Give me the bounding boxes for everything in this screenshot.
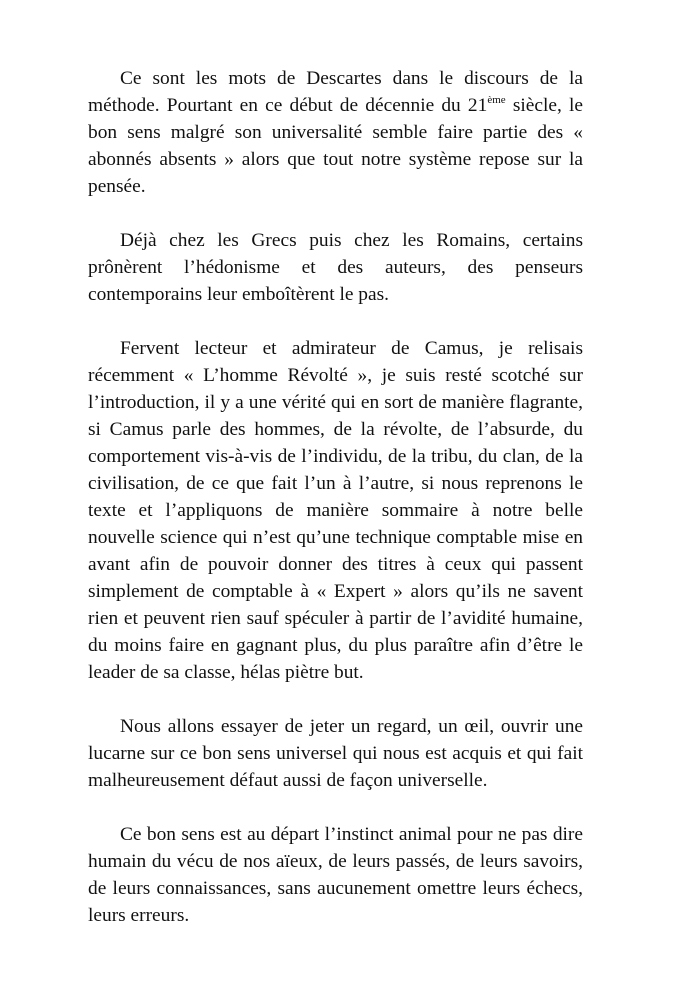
- paragraph-descartes: [88, 65, 583, 200]
- paragraph-descartes-text-start: Ce sont les mots de Descartes dans le discours de la méthode. Pourtant en ce début de décennie du 21: [88, 68, 583, 116]
- document-page: [88, 65, 583, 929]
- paragraph-instinct-animal: Ce bon sens est au départ l’instinct animal pour ne pas dire humain du vécu de nos aïeux, de leurs passés, de leurs savoirs, de leurs connaissances, sans aucunement omettre leurs échecs, leurs erreurs.: [88, 824, 583, 926]
- paragraph-bon-sens-universel: Nous allons essayer de jeter un regard, un œil, ouvrir une lucarne sur ce bon sens universel qui nous est acquis et qui fait malheureusement défaut aussi de façon universelle.: [88, 716, 583, 791]
- superscript-eme: ème: [487, 94, 506, 106]
- paragraph-camus: Fervent lecteur et admirateur de Camus, je relisais récemment « L’homme Révolté », je suis resté scotché sur l’introduction, il y a une vérité qui en sort de manière flagrante, si Camus parle des hommes, de la révolte, de l’absurde, du comportement vis-à-vis de l’individu, de la tribu, du clan, de la civilisation, de ce que fait l’un à l’autre, si nous reprenons le texte et l’appliquons de manière sommaire à notre belle nouvelle science qui n’est qu’une technique comptable mise en avant afin de pouvoir donner des titres à ceux qui passent simplement de comptable à « Expert » alors qu’ils ne savent rien et peuvent rien sauf spéculer à partir de l’avidité humaine, du moins faire en gagnant plus, du plus paraître afin d’être le leader de sa classe, hélas piètre but.: [88, 338, 583, 683]
- paragraph-grecs-romains: Déjà chez les Grecs puis chez les Romains, certains prônèrent l’hédonisme et des auteurs, des penseurs contemporains leur emboîtèrent le pas.: [88, 230, 583, 305]
- paragraph-descartes-text-end: siècle, le bon sens malgré son universalité semble faire partie des « abonnés absents » alors que tout notre système repose sur la pensée.: [88, 95, 583, 197]
